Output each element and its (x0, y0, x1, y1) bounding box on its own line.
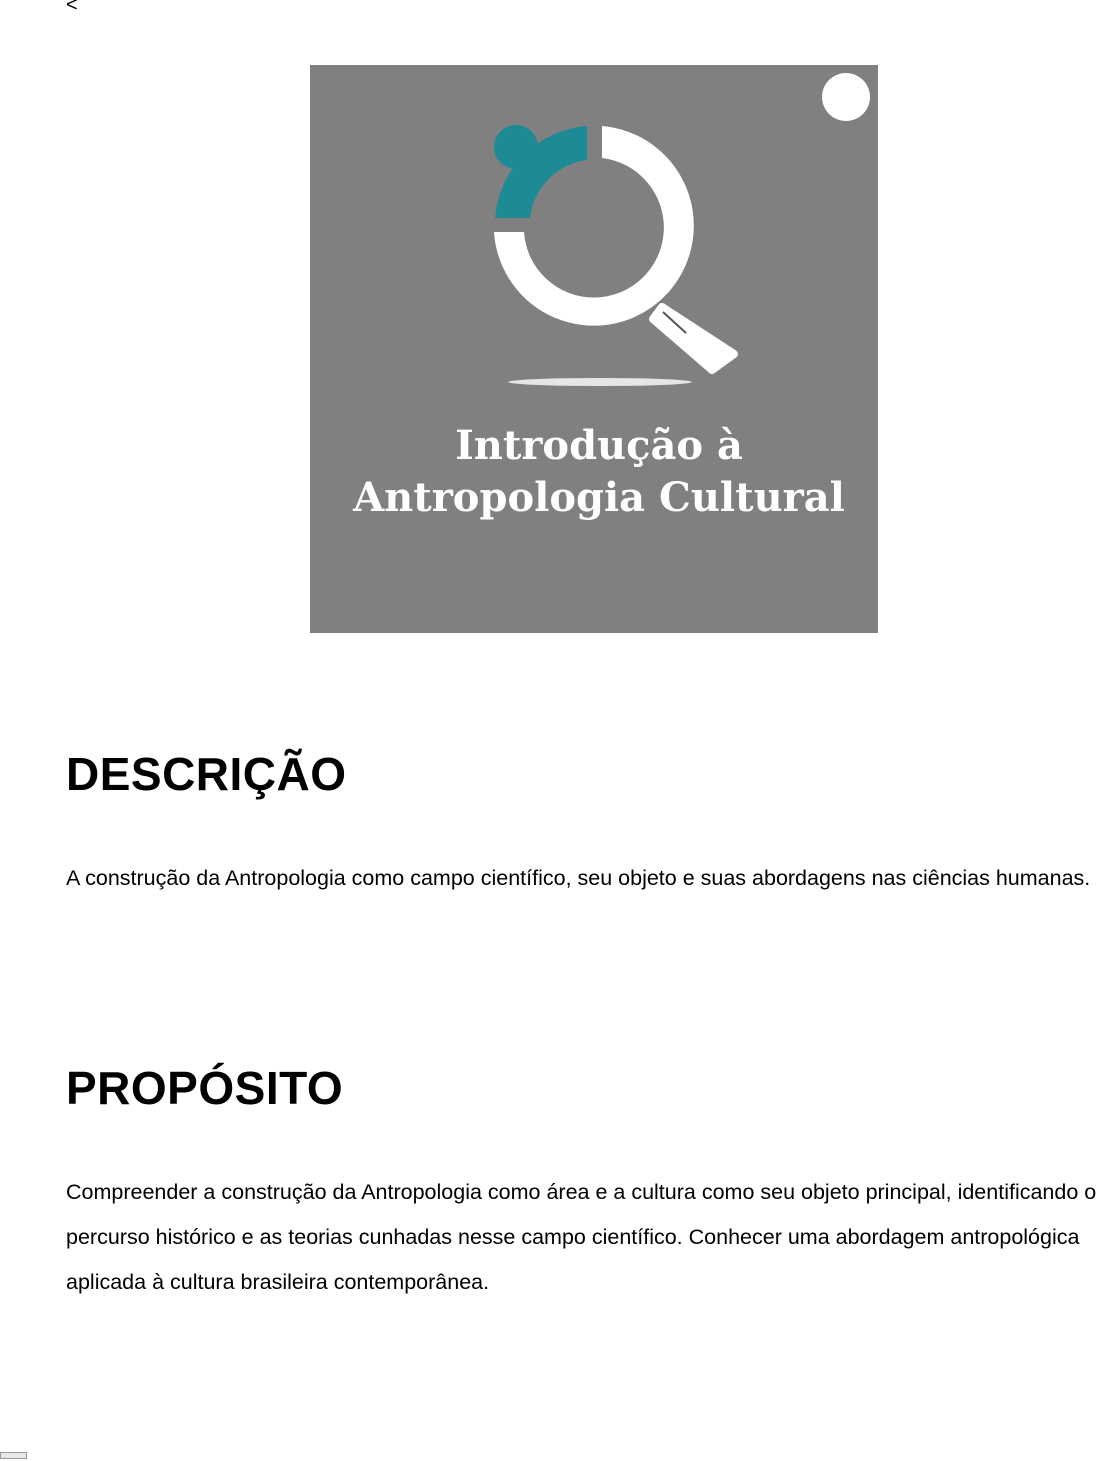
purpose-heading: PROPÓSITO (66, 1062, 344, 1114)
bottom-toggle-button[interactable] (0, 1452, 27, 1459)
banner-close-button[interactable] (822, 73, 870, 121)
back-button[interactable]: < (66, 0, 78, 16)
description-text: A construção da Antropologia como campo científico, seu objeto e suas abordagens nas ciências humanas. (66, 866, 1091, 890)
description-heading: DESCRIÇÃO (66, 748, 347, 800)
course-banner (310, 65, 878, 633)
purpose-text: Compreender a construção da Antropologia como área e a cultura como seu objeto principal, identificando o percurso histórico e as teorias cunhadas nesse campo científico. Conhecer uma abordagem antropológica aplicada à cultura brasileira contemporânea. (66, 1180, 1097, 1294)
course-title (310, 420, 878, 524)
course-title-line2: Antropologia Cultural (353, 474, 845, 521)
course-title-line1: Introdução à (455, 422, 743, 469)
magnifier-person-icon (310, 65, 878, 633)
